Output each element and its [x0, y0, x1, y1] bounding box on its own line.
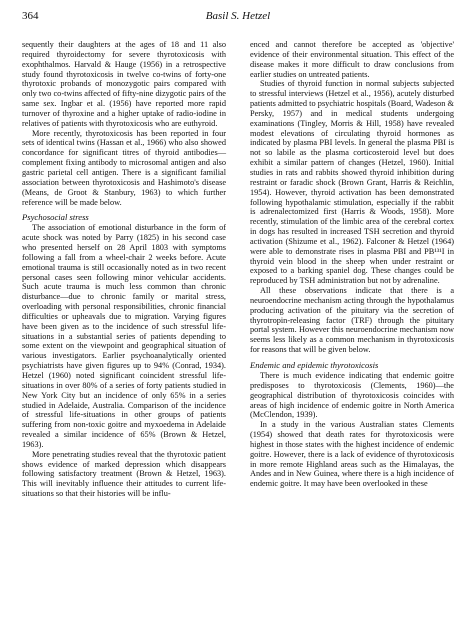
paragraph: More recently, thyrotoxicosis has been reported in four sets of identical twins (Hassan et al., 1966) who also showed concordance for significant titres of thyroid antibodies—complement fixing antibody to microsomal antigen and also gastric parietal cell antigen. There is a significant familial association between thyrotoxicosis and Hashimoto's disease (Means, de Groot & Stanbury, 1963) to which further reference will be made below.	[22, 128, 226, 207]
paragraph: Studies of thyroid function in normal subjects subjected to stressful interviews (Hetzel et al., 1956), acutely disturbed patients admitted to psychiatric hospitals (Board, Wadeson & Persky, 1957) and in medical students undergoing examinations (Tingley, Morris & Hill, 1958) have revealed modest elevations of circulating thyroid hormones as indicated by plasma PBI levels. In general the plasma PBI is not so labile as the plasma corticosteroid level but does exhibit a similar pattern of changes (Hetzel, 1960). Initial studies in rats and rabbits showed thyroid inhibition during restraint or faradic shock (Brown Grant, Harris & Reichlin, 1954). However, thyroid activation has been demonstrated following hypothalamic stimulation, especially if the rabbit is adrenalectomized first (Harris & Woods, 1958). More recently, stimulation of the limbic area of the cerebral cortex in dogs has resulted in increased TSH secretion and thyroid activation (Shizume et al., 1962). Falconer & Hetzel (1964) were able to demonstrate rises in plasma PBI and PB¹³¹I in thyroid vein blood in the sheep when under restraint or exposed to a barking spaniel dog. These changes could be reproduced by TSH administration but not by adrenaline.	[250, 79, 454, 286]
section-heading: Endemic and epidemic thyrotoxicosis	[250, 360, 379, 370]
running-head: Basil S. Hetzel	[205, 10, 271, 22]
page-header	[22, 10, 454, 28]
paragraph: More penetrating studies reveal that the thyrotoxic patient shows evidence of marked depression which disappears following satisfactory treatment (Brown & Hetzel, 1963). This will inevitably influence their attitudes to current life-situations so that their histories will be influ-	[22, 449, 226, 499]
paragraph: sequently their daughters at the ages of 18 and 11 also required thyroidectomy for severe thyrotoxicosis with exophthalmos. Harvald & Hauge (1956) in a retrospective study found thyrotoxicosis in twelve co-twins of forty-one thyrotoxic probands of monozygotic pairs compared with only two co-twins affected of fifty-nine dizygotic pairs of the same sex. Ingbar et al. (1956) have reported more rapid turnover of thyroxine and a higher uptake of radio-iodine in relatives of patients with thyrotoxicosis who are euthyroid.	[22, 40, 226, 128]
section-heading: Psychosocial stress	[22, 212, 89, 223]
paragraph: enced and cannot therefore be accepted as 'objective' evidence of their environmental situation. This effect of the disease makes it more difficult to draw conclusions from earlier studies on untreated patients.	[250, 40, 454, 79]
paragraph: In a study in the various Australian states Clements (1954) showed that death rates for thyrotoxicosis were highest in those states with the highest incidence of endemic goitre. However, there is a lack of evidence of thyrotoxicosis in more remote Highland areas such as the Himalayas, the Andes and in New Guinea, where there is a high incidence of endemic goitre. It may have been overlooked in these	[250, 420, 454, 489]
paragraph: The association of emotional disturbance in the form of acute shock was noted by Parry (1825) in his second case who presented herself on 28 April 1803 with symptoms following a fall from a wheel-chair 2 weeks before. Acute emotional trauma is still occasionally noted as in two recent personal cases seen following minor vehicular accidents. Such acute trauma is much less common than chronic disturbance—due to chronic family or marital stress, overloading with personal responsibilities, chronic financial difficulties or upheavals due to migration. Varying figures have been given as to the incidence of such stressful life-situations in a substantial series of patients depending to some extent on the viewpoint and geographical situation of various investigators. Earlier psychoanalytically oriented psychiatrists have given figures up to 94% (Conrad, 1934). Hetzel (1960) noted significant coincident stressful life-situations in over 80% of a series of forty patients studied in New York City but an incidence of only 65% in a series studied in Adelaide, Australia. Comparison of the incidence of stressful life-situations in other groups of patients suffering from non-toxic goitre and myxoedema in Adelaide revealed a similar incidence of 65% (Brown & Hetzel, 1963).	[22, 223, 226, 449]
page-number: 364	[22, 10, 39, 22]
right-column	[250, 40, 454, 489]
left-column	[22, 40, 226, 499]
paragraph: All these observations indicate that there is a neuroendocrine mechanism acting through the hypothalamus producing activation of the pituitary via the secretion of thyrotropin-releasing factor (TRF) through the pituitary portal system. However this neuroendocrine mechanism now seems less likely as a common mechanism in thyrotoxicosis for reasons that will be given below.	[250, 286, 454, 355]
paragraph: There is much evidence indicating that endemic goitre predisposes to thyrotoxicosis (Clements, 1960)—the geographical distribution of thyrotoxicosis coincides with areas of high incidence of endemic goitre in North America (McClendon, 1939).	[250, 371, 454, 420]
